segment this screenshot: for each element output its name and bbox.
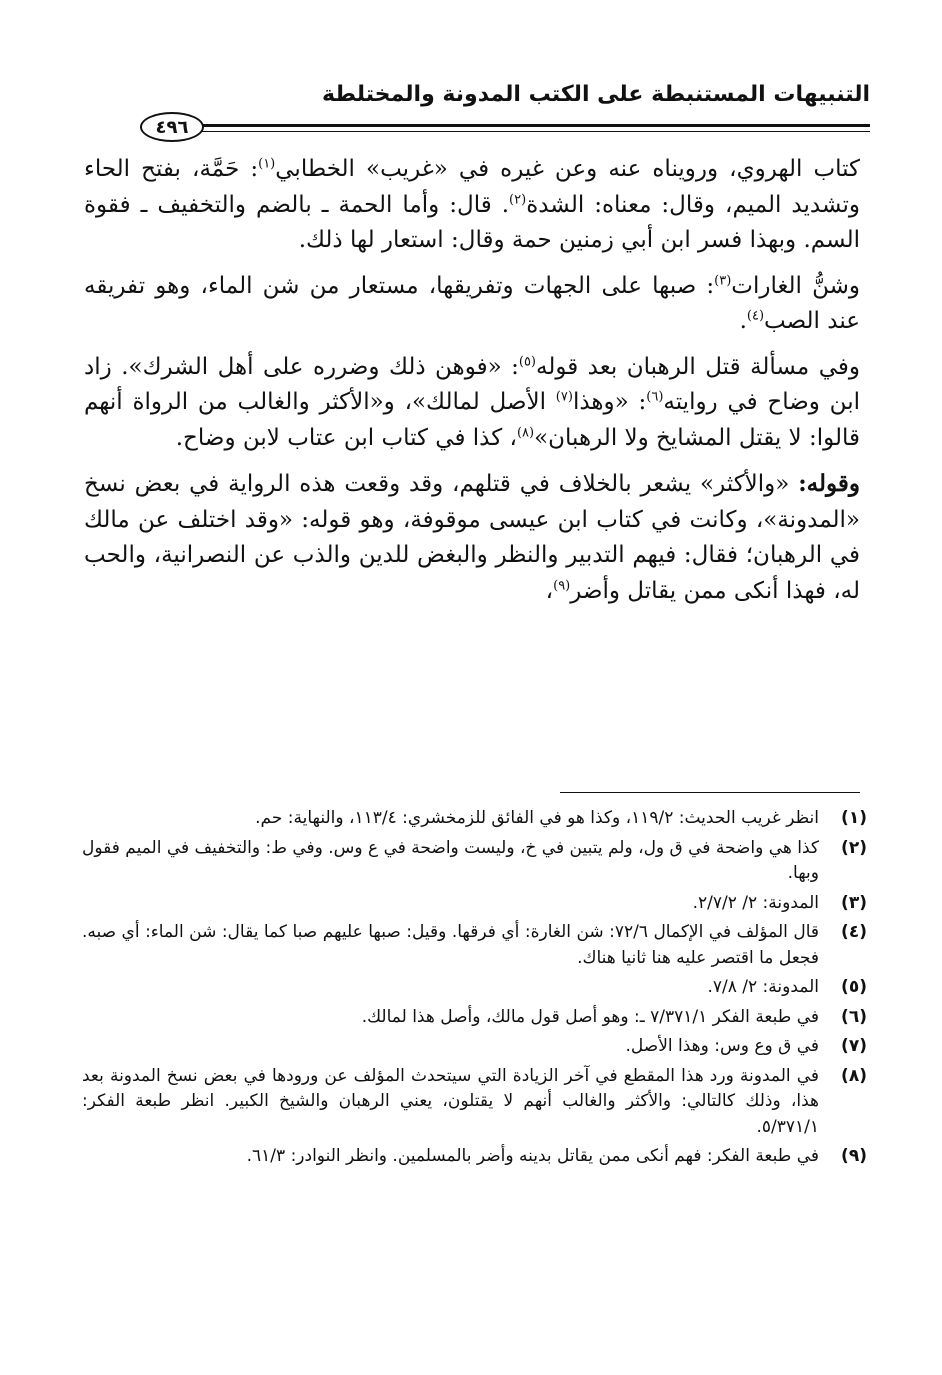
footnote-6: [82, 1005, 867, 1031]
footnote-text: في طبعة الفكر: فهم أنكى ممن يقاتل بدينه وأضر بالمسلمين. وانظر النوادر: ٦١/٣.: [246, 1146, 819, 1166]
footnote-ref[interactable]: (٢): [509, 191, 527, 207]
footnote-number: (٤): [841, 922, 867, 942]
footnotes: [82, 806, 867, 1174]
footnote-ref[interactable]: (١): [258, 156, 276, 172]
page-number-badge: [140, 112, 204, 142]
text-run: ، كذا في كتاب ابن عتاب لابن وضاح.: [175, 424, 517, 451]
footnote-text: المدونة: ٢/ ٢/٧/٢.: [692, 892, 819, 913]
footnote-2: [82, 836, 867, 887]
header-rule-thick: [200, 124, 870, 127]
text-run: : صبها على الجهات وتفريقها، مستعار من شن الماء، وهو تفريقه عند الصب: [84, 272, 860, 334]
footnote-text: المدونة: ٢/ ٧/٨.: [707, 977, 819, 997]
footnote-number: (٨): [841, 1065, 867, 1086]
footnote-number: (١): [841, 808, 867, 828]
header-rule-thin-left: [830, 131, 870, 132]
text-run: ،: [545, 577, 554, 604]
footnote-ref[interactable]: (٦): [646, 389, 664, 405]
page-header: [100, 82, 870, 142]
text-run: .: [739, 308, 747, 334]
running-title: التنبيهات المستنبطة على الكتب المدونة والمختلطة: [321, 82, 870, 107]
text-run: كتاب الهروي، ورويناه عنه وعن غيره في «غريب» الخطابي: [275, 156, 861, 182]
footnote-text: كذا هي واضحة في ق ول، ولم يتبين في خ، وليست واضحة في ع وس. وفي ط: والتخفيف في الميم فقول وبها.: [82, 837, 819, 883]
footnote-5: [82, 975, 867, 1001]
footnote-9: [82, 1144, 867, 1170]
footnote-number: (٢): [841, 837, 867, 858]
footnote-text: في المدونة ورد هذا المقطع في آخر الزيادة التي سيتحدث المؤلف عن ورودها في بعض نسخ المدونة بعد هذا، وذلك كالتالي: والأكثر والغالب أنهم لا يقتلون، يعني الرهبان والشيخ الكبير. انظر طبعة الفكر: ٥/٣٧١/١.: [82, 1065, 819, 1137]
footnote-number: (٩): [841, 1146, 867, 1166]
footnote-text: في طبعة الفكر ٧/٣٧١/١ ـ: وهو أصل قول مالك، وأصل هذا لمالك.: [361, 1006, 819, 1027]
footnote-ref[interactable]: (٨): [516, 424, 535, 440]
footnote-ref[interactable]: (٥): [518, 353, 536, 369]
text-run: : «وهذا: [572, 389, 647, 415]
paragraph-2: [84, 269, 860, 340]
paragraph-1: [84, 152, 860, 259]
header-rule-thick-left: [830, 124, 870, 127]
footnote-3: [82, 891, 867, 917]
footnote-number: (٣): [841, 892, 867, 913]
main-text: [84, 152, 860, 619]
footnote-ref[interactable]: (٤): [746, 308, 765, 324]
text-run: وفي مسألة قتل الرهبان بعد قوله: [536, 353, 860, 380]
page-number: ٤٩٦: [155, 116, 189, 138]
footnote-8: [82, 1064, 867, 1141]
footnote-number: (٥): [841, 977, 867, 997]
footnote-separator: [560, 792, 860, 793]
footnote-text: انظر غريب الحديث: ١١٩/٢، وكذا هو في الفائق للزمخشري: ١١٣/٤، والنهاية: حم.: [255, 808, 819, 828]
footnote-ref[interactable]: (٣): [714, 272, 732, 288]
footnote-text: قال المؤلف في الإكمال ٧٢/٦: شن الغارة: أي فرقها. وقيل: صبها عليهم صبا كما يقال: شن الماء: أي صبه. فجعل ما اقتصر عليه هنا ثانيا هناك.: [82, 922, 820, 968]
text-run: وشنُّ الغارات: [731, 272, 860, 299]
text-run: : «فوهن ذلك وضرره على أهل الشرك». زاد ابن وضاح في روايته: [84, 353, 860, 415]
text-run: «والأكثر» يشعر بالخلاف في قتلهم، وقد وقعت هذه الرواية في بعض نسخ «المدونة»، وكانت في كتاب ابن عيسى موقوفة، وهو قوله: «وقد اختلف عن مالك في الرهبان؛ فقال: فيهم التدبير والنظر والبغض للدين والذب عن النصرانية، والحب له، فهذا أنكى ممن يقاتل وأضر: [84, 471, 860, 604]
text-run: الأصل لمالك»، و«الأكثر والغالب من الرواة أنهم قالوا: لا يقتل المشايخ ولا الرهبان»: [84, 389, 860, 451]
footnote-ref[interactable]: (٩): [553, 577, 571, 593]
footnote-7: [82, 1034, 867, 1060]
paragraph-4: [84, 466, 860, 609]
footnote-4: [82, 920, 867, 971]
header-rule-thin: [200, 131, 870, 132]
text-run: . قال: وأما الحمة ـ بالضم والتخفيف ـ فقوة السم. وبهذا فسر ابن أبي زمنين حمة وقال: استعار لها ذلك.: [84, 191, 860, 253]
footnote-number: (٧): [841, 1036, 867, 1056]
lead-word: وقوله:: [798, 470, 860, 497]
text-run: : حَمَّة، بفتح الحاء وتشديد الميم، وقال: معناه: الشدة: [84, 156, 860, 218]
footnote-ref[interactable]: (٧): [555, 389, 573, 405]
paragraph-3: [84, 350, 860, 457]
footnote-1: [82, 806, 867, 832]
footnote-number: (٦): [841, 1006, 867, 1027]
footnote-text: في ق وع وس: وهذا الأصل.: [625, 1036, 819, 1056]
